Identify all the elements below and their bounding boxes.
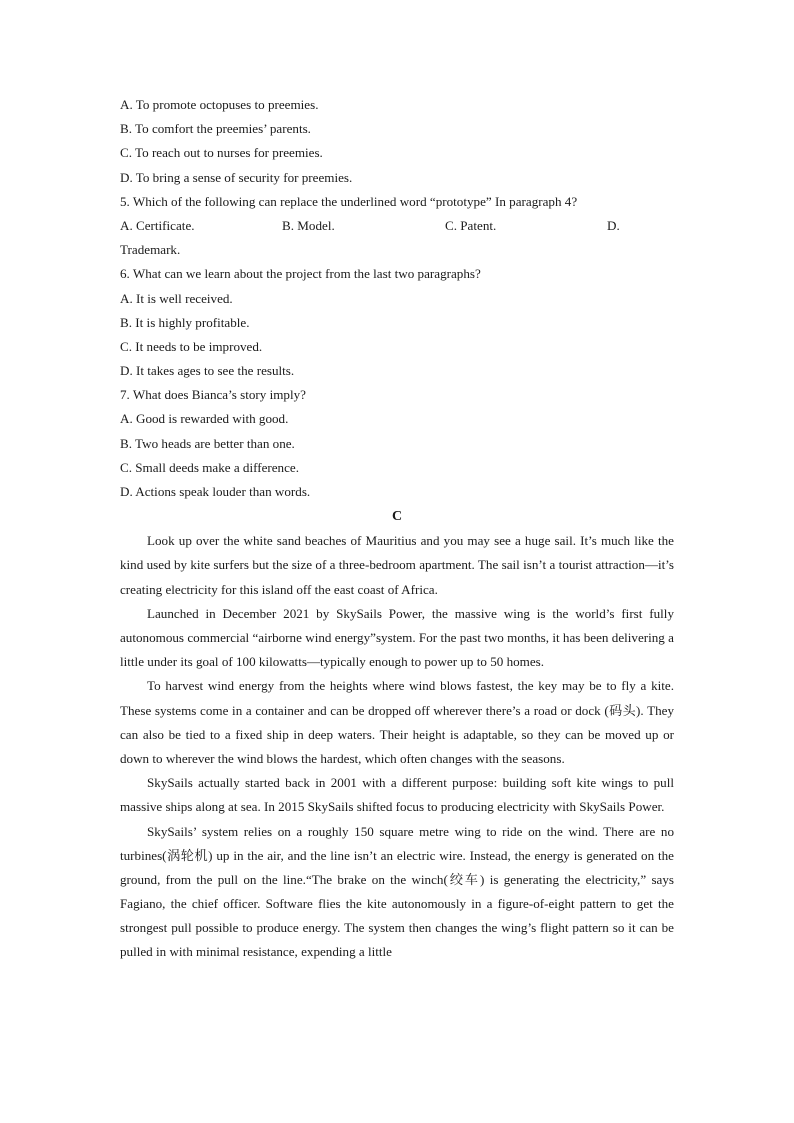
passage-paragraph-1: Look up over the white sand beaches of Mauritius and you may see a huge sail. It’s much like the kind used by kite surfers but the size of a three-bedroom apartment. The sail isn’t a tourist attraction—it’s creating electricity for this island off the east coast of Africa.: [120, 533, 674, 597]
q5-option-c: C. Patent.: [445, 217, 497, 233]
q7-stem: 7. What does Bianca’s story imply?: [120, 387, 306, 403]
q6-option-b: B. It is highly profitable.: [120, 314, 250, 330]
q7-option-a: A. Good is rewarded with good.: [120, 411, 289, 427]
q7-option-d: D. Actions speak louder than words.: [120, 484, 311, 499]
q5-options-row: [120, 214, 674, 238]
q4-option-b: B. To comfort the preemies’ parents.: [120, 121, 311, 137]
q5-stem: 5. Which of the following can replace the underlined word “prototype” In paragraph 4?: [120, 193, 578, 209]
q5-option-d: D.: [607, 217, 620, 233]
q4-option-d: D. To bring a sense of security for preemies.: [120, 169, 353, 185]
section-heading: C: [391, 509, 403, 525]
q4-option-a: A. To promote octopuses to preemies.: [120, 97, 319, 112]
q6-option-c: C. It needs to be improved.: [120, 338, 263, 354]
q5-option-d-text: Trademark.: [120, 242, 181, 258]
q7-option-b: B. Two heads are better than one.: [120, 435, 295, 451]
q5-option-b: B. Model.: [282, 217, 335, 233]
q6-option-a: A. It is well received.: [120, 290, 233, 306]
q4-option-c: C. To reach out to nurses for preemies.: [120, 145, 323, 161]
passage-paragraph-4: SkySails actually started back in 2001 with a different purpose: building soft kite wings to pull massive ships along at sea. In 2015 SkySails shifted focus to producing electricity with SkySails Power.: [120, 775, 674, 815]
passage-paragraph-2: Launched in December 2021 by SkySails Power, the massive wing is the world’s first fully autonomous commercial “airborne wind energy”system. For the past two months, it has been delivering a little under its goal of 100 kilowatts—typically enough to power up to 50 homes.: [120, 605, 674, 670]
q7-option-c: C. Small deeds make a difference.: [120, 459, 300, 475]
passage-paragraph-5: SkySails’ system relies on a roughly 150 square metre wing to ride on the wind. There are no turbines(涡轮机) up in the air, and the line isn’t an electric wire. Instead, the energy is generated on the ground, from the pull on the line.“The brake on the winch(绞车) is generating the electricity,” says Fagiano, the chief officer. Software flies the kite autonomously in a figure-of-eight pattern to get the strongest pull possible to produce energy. The system then changes the wing’s flight pattern so it can be pulled in with minimal resistance, expending a little: [120, 823, 674, 959]
page-content: [120, 93, 674, 964]
q6-stem: 6. What can we learn about the project from the last two paragraphs?: [120, 266, 481, 282]
passage-paragraph-3: To harvest wind energy from the heights where wind blows fastest, the key may be to fly a kite. These systems come in a container and can be dropped off wherever there’s a road or dock (码头). They can also be tied to a fixed ship in deep waters. Their height is adaptable, so they can be moved up or down to wherever the wind blows the hardest, which often changes with the seasons.: [120, 678, 674, 767]
q5-option-a: A. Certificate.: [120, 217, 195, 233]
q6-option-d: D. It takes ages to see the results.: [120, 363, 295, 379]
